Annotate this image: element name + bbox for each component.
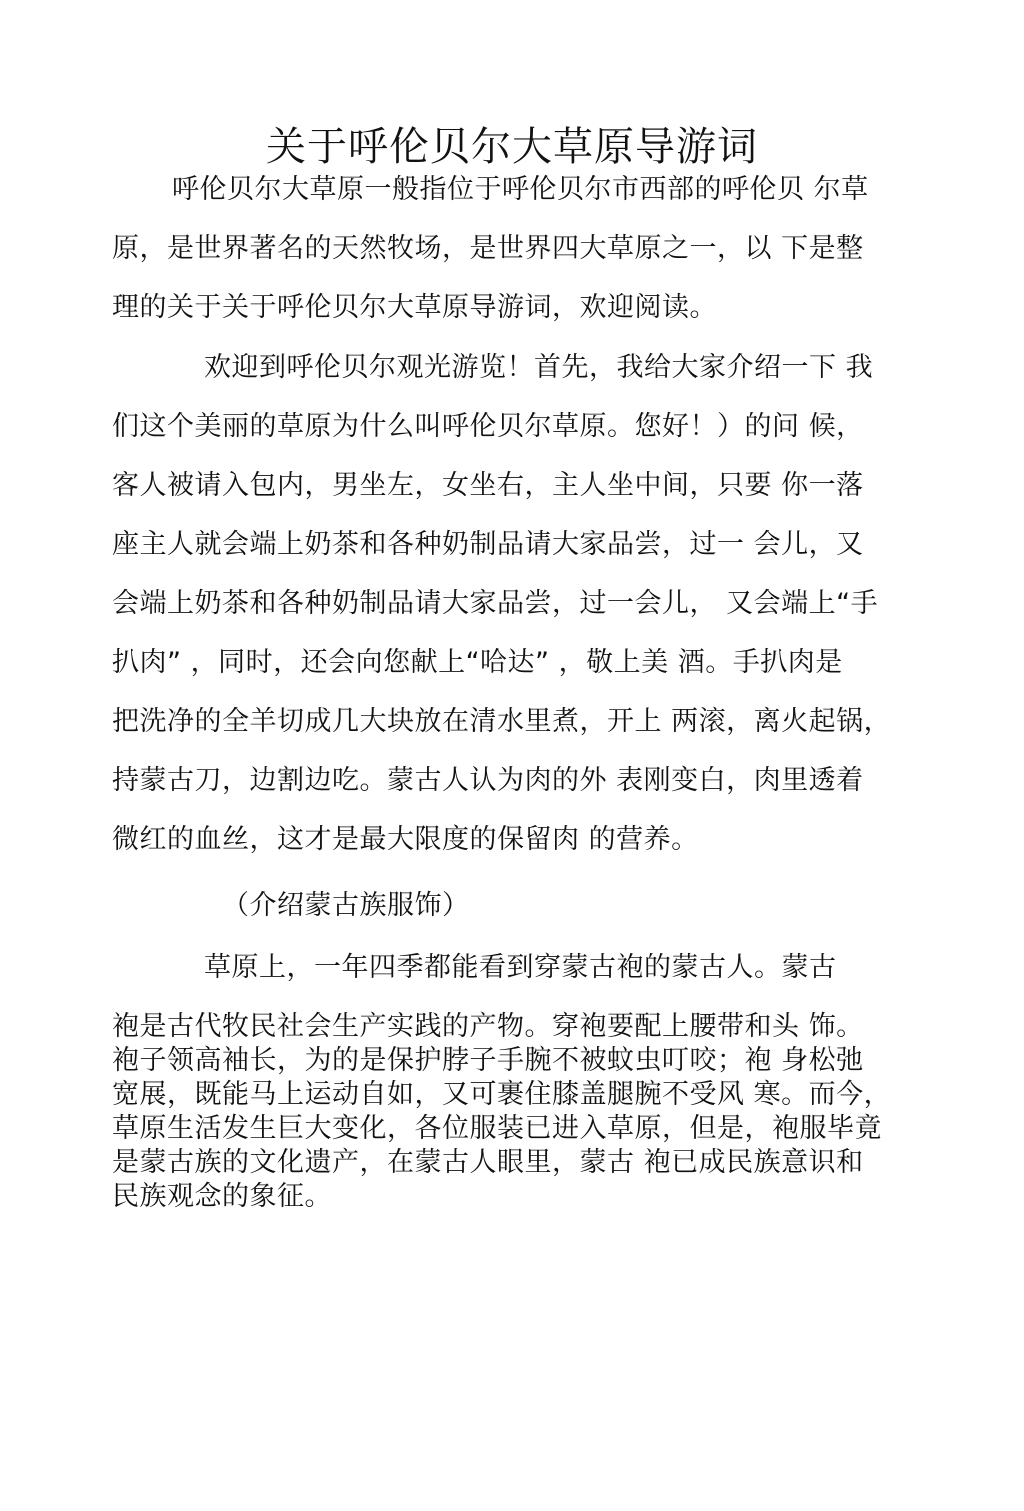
text-line: 客人被请入包内，男坐左，女坐右，主人坐中间，只要 你一落 (112, 470, 864, 501)
text-line: 会端上奶茶和各种奶制品请大家品尝，过一会儿， 又会端上“手 (112, 588, 879, 619)
text-line: 草原上，一年四季都能看到穿蒙古袍的蒙古人。蒙古 (204, 952, 837, 983)
text-line: 袍是古代牧民社会生产实践的产物。穿袍要配上腰带和头 饰。 (112, 1011, 864, 1042)
text-line: 原，是世界著名的天然牧场，是世界四大草原之一，以 下是整 (112, 233, 864, 264)
text-line: 们这个美丽的草原为什么叫呼伦贝尔草原。您好！）的问 候， (112, 411, 864, 442)
text-line: 座主人就会端上奶茶和各种奶制品请大家品尝，过一 会儿，又 (112, 529, 864, 560)
text-line: 呼伦贝尔大草原一般指位于呼伦贝尔市西部的呼伦贝 尔草 (172, 174, 869, 205)
document-title: 关于呼伦贝尔大草原导游词 (266, 123, 758, 170)
text-line: 宽展，既能马上运动自如，又可裹住膝盖腿腕不受风 寒。而今， (112, 1079, 892, 1110)
text-line: 持蒙古刀，边割边吃。蒙古人认为肉的外 表刚变白，肉里透着 (112, 765, 864, 796)
text-line: 把洗净的全羊切成几大块放在清水里煮，开上 两滚，离火起锅， (112, 706, 892, 737)
text-line: 民族观念的象征。 (112, 1181, 332, 1212)
section-heading (112, 876, 922, 935)
text-line: 草原生活发生巨大变化，各位服装已进入草原，但是，袍服毕竟 (112, 1113, 882, 1144)
text-line: （介绍蒙古族服饰） (222, 890, 470, 921)
text-line: 微红的血丝，这才是最大限度的保留肉 的营养。 (112, 824, 699, 855)
paragraph-welcome (112, 338, 922, 869)
text-line: 是蒙古族的文化遗产，在蒙古人眼里，蒙古 袍已成民族意识和 (112, 1147, 864, 1178)
paragraph-grassland (112, 938, 922, 997)
text-line: 扒肉” ，同时，还会向您献上“哈达” ，敬上美 酒。手扒肉是 (112, 647, 843, 678)
paragraph-intro (112, 160, 922, 337)
paragraph-robe (112, 1010, 922, 1214)
text-line: 欢迎到呼伦贝尔观光游览！首先，我给大家介绍一下 我 (204, 352, 874, 383)
text-line: 袍子领高袖长，为的是保护脖子手腕不被蚊虫叮咬；袍 身松弛 (112, 1045, 864, 1076)
text-line: 理的关于关于呼伦贝尔大草原导游词，欢迎阅读。 (112, 292, 717, 323)
